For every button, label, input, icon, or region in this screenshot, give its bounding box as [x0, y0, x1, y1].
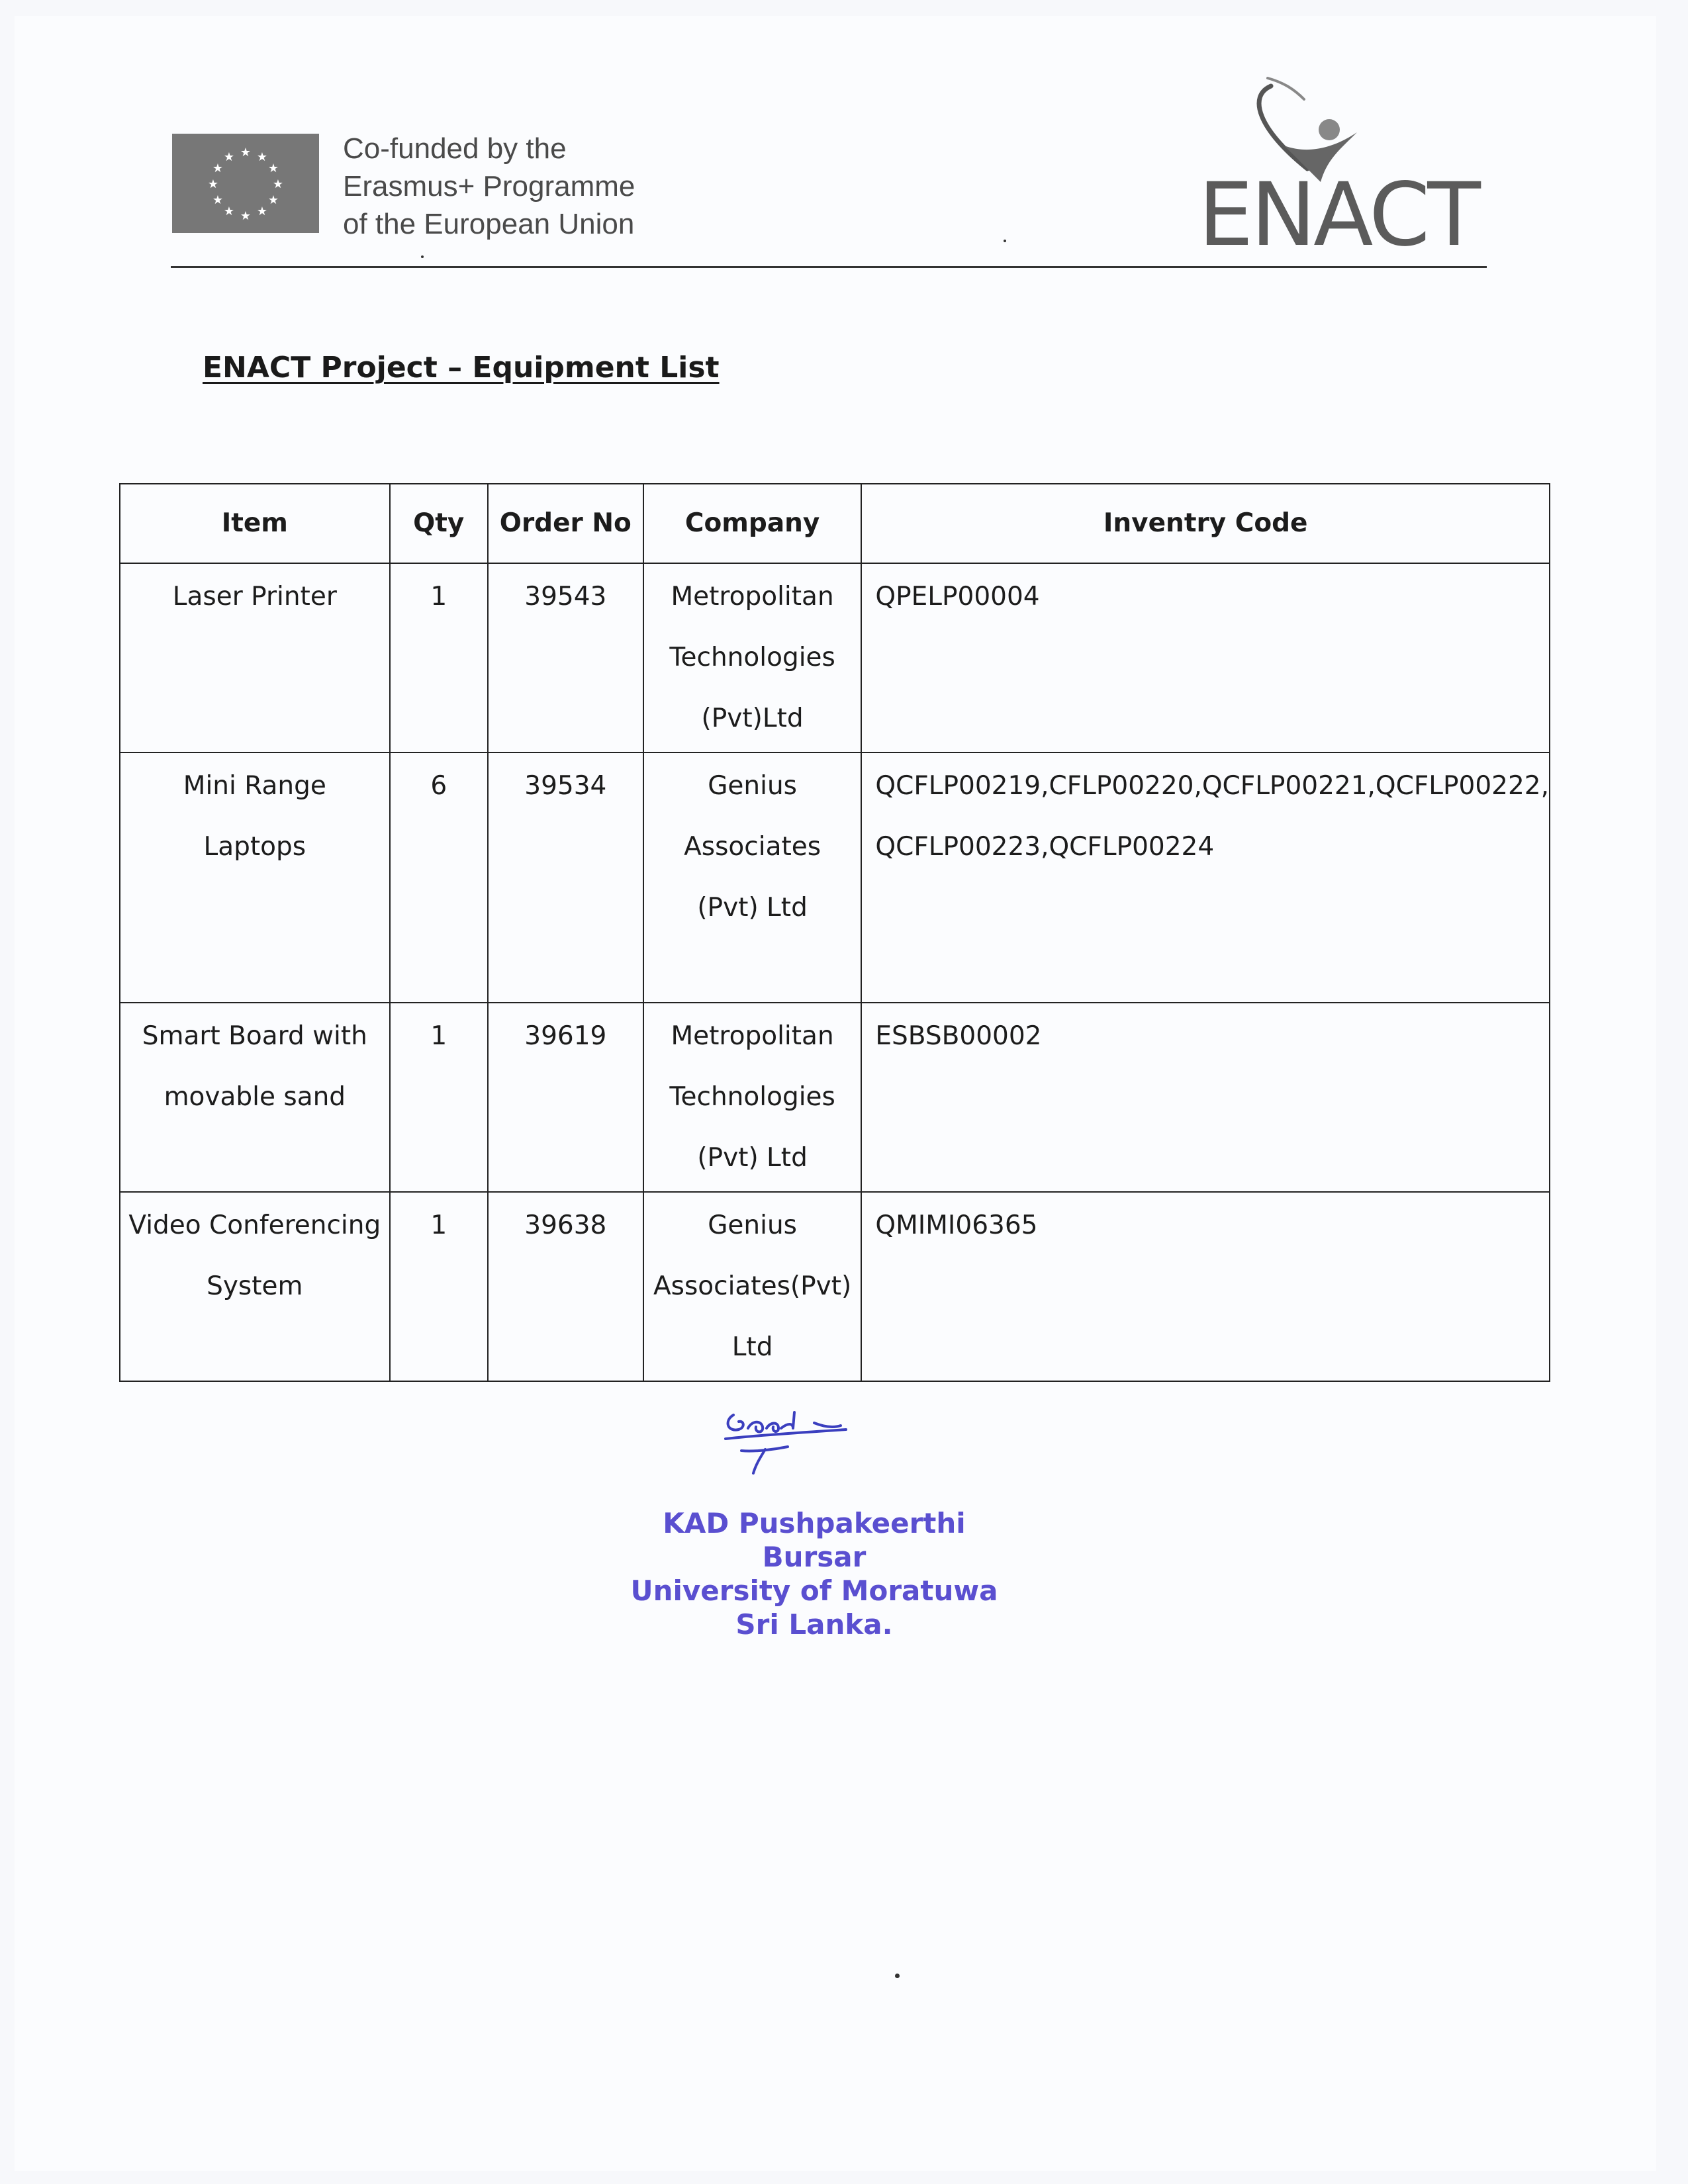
official-stamp: [583, 1506, 1046, 1641]
cell-company-line: (Pvt) Ltd: [697, 1143, 808, 1173]
cell-item-line: System: [207, 1271, 303, 1301]
table-row: [120, 752, 1550, 1003]
cell-inventory-code: [861, 563, 1550, 752]
cell-item-line: Video Conferencing: [128, 1210, 381, 1240]
handwritten-signature: [715, 1403, 861, 1482]
cell-company: [643, 752, 862, 1003]
cell-company: [643, 563, 862, 752]
enact-logo-text: ENACT: [1198, 164, 1478, 258]
column-header-company: Company: [643, 484, 862, 563]
cell-company: [643, 1192, 862, 1381]
cell-inventory-code: [861, 1003, 1550, 1192]
signature-icon: [715, 1403, 861, 1482]
eu-text-line: Erasmus+ Programme: [343, 170, 635, 203]
stamp-line: KAD Pushpakeerthi: [663, 1507, 966, 1539]
cell-order-no: 39534: [488, 752, 643, 1003]
cell-company-line: (Pvt) Ltd: [697, 893, 808, 923]
cell-item-line: Smart Board with: [142, 1021, 367, 1051]
cell-qty: 1: [390, 563, 488, 752]
stamp-line: Bursar: [762, 1541, 867, 1573]
eu-text-line: Co-funded by the: [343, 132, 567, 165]
table-row: [120, 563, 1550, 752]
cell-qty: 1: [390, 1003, 488, 1192]
svg-text:★: ★: [256, 150, 268, 164]
svg-text:★: ★: [223, 150, 235, 164]
column-header-order-no: Order No: [488, 484, 643, 563]
svg-text:★: ★: [240, 146, 252, 159]
cell-item-line: movable sand: [164, 1082, 346, 1112]
cell-qty: 1: [390, 1192, 488, 1381]
svg-text:★: ★: [256, 205, 268, 218]
cell-company-line: Technologies: [669, 1082, 835, 1112]
table-row: [120, 1192, 1550, 1381]
stamp-line: Sri Lanka.: [735, 1608, 893, 1641]
cell-inventory-line: QCFLP00223,QCFLP00224: [875, 832, 1215, 862]
enact-logo: [1185, 66, 1483, 258]
cell-item: [120, 752, 390, 1003]
scan-speck: [895, 1974, 900, 1978]
cell-item-line: Laser Printer: [172, 582, 337, 612]
cell-item: [120, 1192, 390, 1381]
header-divider: [171, 266, 1487, 268]
cell-order-no: 39619: [488, 1003, 643, 1192]
cell-qty: 6: [390, 752, 488, 1003]
cell-order-no: 39543: [488, 563, 643, 752]
svg-text:★: ★: [223, 205, 235, 218]
cell-inventory-line: QPELP00004: [875, 582, 1040, 612]
svg-text:★: ★: [212, 161, 224, 175]
equipment-table: [119, 483, 1550, 1382]
page-title: ENACT Project – Equipment List: [203, 351, 720, 385]
scan-speck: [421, 255, 424, 258]
eu-stars-icon: [172, 134, 319, 233]
cell-item-line: Mini Range: [183, 771, 326, 801]
eu-cofunding-text: [343, 130, 635, 243]
cell-inventory-code: [861, 752, 1550, 1003]
cell-item: [120, 563, 390, 752]
stamp-line: University of Moratuwa: [630, 1574, 998, 1607]
cell-company-line: (Pvt)Ltd: [701, 704, 804, 733]
eu-text-line: of the European Union: [343, 208, 635, 240]
cell-company-line: Associates: [684, 832, 821, 862]
cell-inventory-code: [861, 1192, 1550, 1381]
svg-text:★: ★: [267, 193, 279, 207]
cell-company-line: Ltd: [731, 1332, 773, 1362]
cell-inventory-line: QCFLP00219,CFLP00220,QCFLP00221,QCFLP00222,: [875, 771, 1549, 801]
cell-item-line: Laptops: [203, 832, 306, 862]
eu-flag-logo: [172, 134, 319, 233]
cell-company-line: Genius: [708, 1210, 797, 1240]
cell-company-line: Genius: [708, 771, 797, 801]
svg-text:★: ★: [272, 177, 284, 191]
svg-text:★: ★: [212, 193, 224, 207]
enact-figure-icon: [1185, 66, 1483, 258]
cell-item: [120, 1003, 390, 1192]
cell-order-no: 39638: [488, 1192, 643, 1381]
cell-company-line: Metropolitan: [671, 582, 834, 612]
cell-company-line: Technologies: [669, 643, 835, 672]
cell-inventory-line: QMIMI06365: [875, 1210, 1038, 1240]
svg-text:★: ★: [207, 177, 219, 191]
cell-inventory-line: ESBSB00002: [875, 1021, 1042, 1051]
column-header-inventory-code: Inventry Code: [861, 484, 1550, 563]
svg-text:★: ★: [240, 209, 252, 223]
table-header-row: [120, 484, 1550, 563]
cell-company: [643, 1003, 862, 1192]
table-row: [120, 1003, 1550, 1192]
svg-text:★: ★: [267, 161, 279, 175]
cell-company-line: Metropolitan: [671, 1021, 834, 1051]
scan-speck: [1004, 240, 1006, 242]
column-header-item: Item: [120, 484, 390, 563]
cell-company-line: Associates(Pvt): [653, 1271, 852, 1301]
column-header-qty: Qty: [390, 484, 488, 563]
